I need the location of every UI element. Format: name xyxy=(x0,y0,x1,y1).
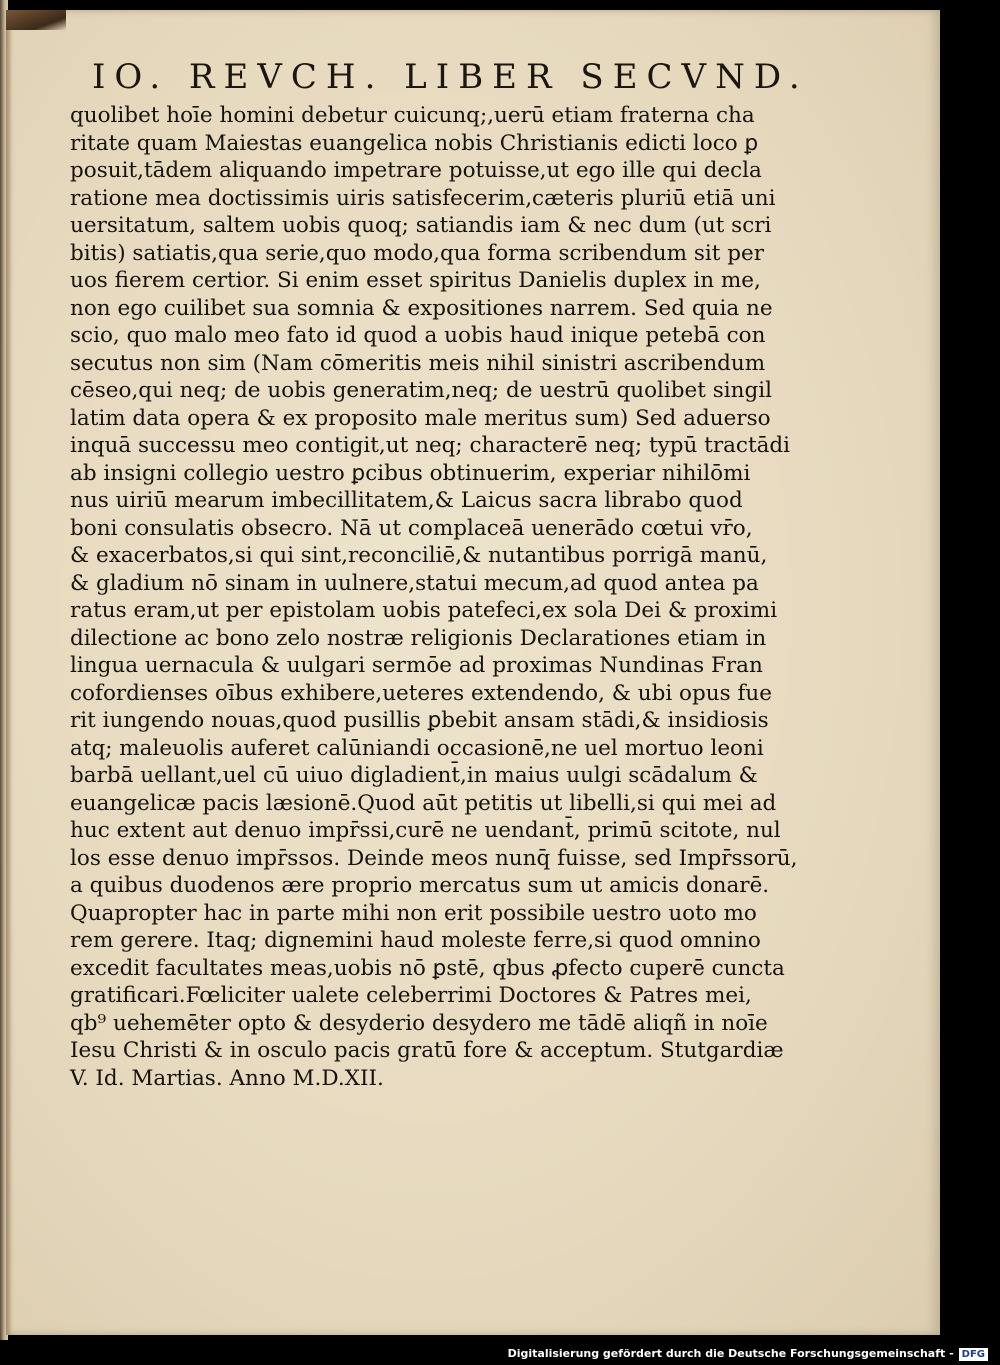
text-line: non ego cuilibet sua somnia & expositiones narrem. Sed quia ne xyxy=(70,295,773,321)
text-line: los esse denuo impr̄ssos. Deinde meos nunq̄ fuisse, sed Impr̄ssorū, xyxy=(70,845,798,871)
text-line: posuit,tādem aliquando impetrare potuisse,ut ego ille qui decla xyxy=(70,158,762,183)
text-line: latim data opera & ex proposito male meritus sum) Sed aduerso xyxy=(70,405,771,431)
text-line: ab insigni collegio uestro ꝑcibus obtinuerim, experiar nihilōmi xyxy=(70,460,751,486)
text-line: dilectione ac bono zelo nostræ religionis Declarationes etiam in xyxy=(70,625,767,651)
text-line: excedit facultates meas,uobis nō ꝑstē, qbus ꝓfecto cuperē cuncta xyxy=(70,955,785,981)
digitization-credit xyxy=(508,1346,988,1362)
text-line: ratus eram,ut per epistolam uobis patefeci,ex sola Dei & proximi xyxy=(70,598,778,623)
text-line: euangelicæ pacis læsionē.Quod aūt petitis ut libelli,si qui mei ad xyxy=(70,790,777,816)
text-line: inquā successu meo contigit,ut neq; characterē neq; typū tractādi xyxy=(70,433,791,458)
body-text xyxy=(70,102,798,1092)
dfg-logo: DFG xyxy=(959,1348,988,1361)
text-line: lingua uernacula & uulgari sermōe ad proximas Nundinas Fran xyxy=(70,653,763,678)
text-line: qb⁹ uehemēter opto & desyderio desydero me tādē aliqñ in noīe xyxy=(70,1010,768,1036)
text-line: rit iungendo nouas,quod pusillis ꝑbebit ansam stādi,& insidiosis xyxy=(70,708,769,733)
text-line: secutus non sim (Nam cōmeritis meis nihil sinistri ascribendum xyxy=(70,350,766,376)
digitization-credit-text: Digitalisierung gefördert durch die Deutsche Forschungsgemeinschaft - xyxy=(507,1347,954,1360)
text-line: V. Id. Martias. Anno M.D.XII. xyxy=(70,1065,384,1091)
text-line: a quibus duodenos ære proprio mercatus sum ut amicis donarē. xyxy=(70,873,770,898)
text-line: & gladium nō sinam in uulnere,statui mecum,ad quod antea pa xyxy=(70,570,759,596)
text-line: & exacerbatos,si qui sint,reconciliē,& nutantibus porrigā manū, xyxy=(70,543,768,568)
text-line: Quapropter hac in parte mihi non erit possibile uestro uoto mo xyxy=(70,900,757,926)
page-corner-stain xyxy=(6,10,66,30)
text-line: atq; maleuolis auferet calūniandi occasionē,ne uel mortuo leoni xyxy=(70,735,764,761)
text-line: uos fierem certior. Si enim esset spiritus Danielis duplex in me, xyxy=(70,268,761,293)
text-line: scio, quo malo meo fato id quod a uobis haud inique petebā con xyxy=(70,323,766,348)
text-line: uersitatum, saltem uobis quoq; satiandis iam & nec dum (ut scri xyxy=(70,213,772,238)
text-line: bitis) satiatis,qua serie,quo modo,qua forma scribendum sit per xyxy=(70,240,764,266)
text-line: boni consulatis obsecro. Nā ut complaceā uenerādo cœtui vr̄o, xyxy=(70,515,753,541)
text-line: barbā uellant,uel cū uiuo digladient̄,in maius uulgi scādalum & xyxy=(70,763,758,788)
text-line: rem gerere. Itaq; dignemini haud moleste ferre,si quod omnino xyxy=(70,928,761,953)
text-line: cofordienses oībus exhibere,ueteres extendendo, & ubi opus fue xyxy=(70,680,773,706)
text-line: huc extent aut denuo impr̄ssi,curē ne uendant̄, primū scitote, nul xyxy=(70,818,781,843)
text-line: nus uiriū mearum imbecillitatem,& Laicus sacra librabo quod xyxy=(70,488,743,513)
text-line: ritate quam Maiestas euangelica nobis Christianis edicti loco ꝑ xyxy=(70,130,759,156)
text-line: quolibet hoīe homini debetur cuicunq;,uerū etiam fraterna cha xyxy=(70,103,755,128)
text-line: ratione mea doctissimis uiris satisfecerim,cæteris pluriū etiā uni xyxy=(70,185,776,211)
text-line: Iesu Christi & in osculo pacis gratū fore & acceptum. Stutgardiæ xyxy=(70,1038,784,1063)
text-line: gratificari.Fœliciter ualete celeberrimi Doctores & Patres mei, xyxy=(70,983,752,1008)
running-head: IO. REVCH. LIBER SECVND. xyxy=(92,57,809,97)
text-line: cēseo,qui neq; de uobis generatim,neq; de uestrū quolibet singil xyxy=(70,378,773,403)
